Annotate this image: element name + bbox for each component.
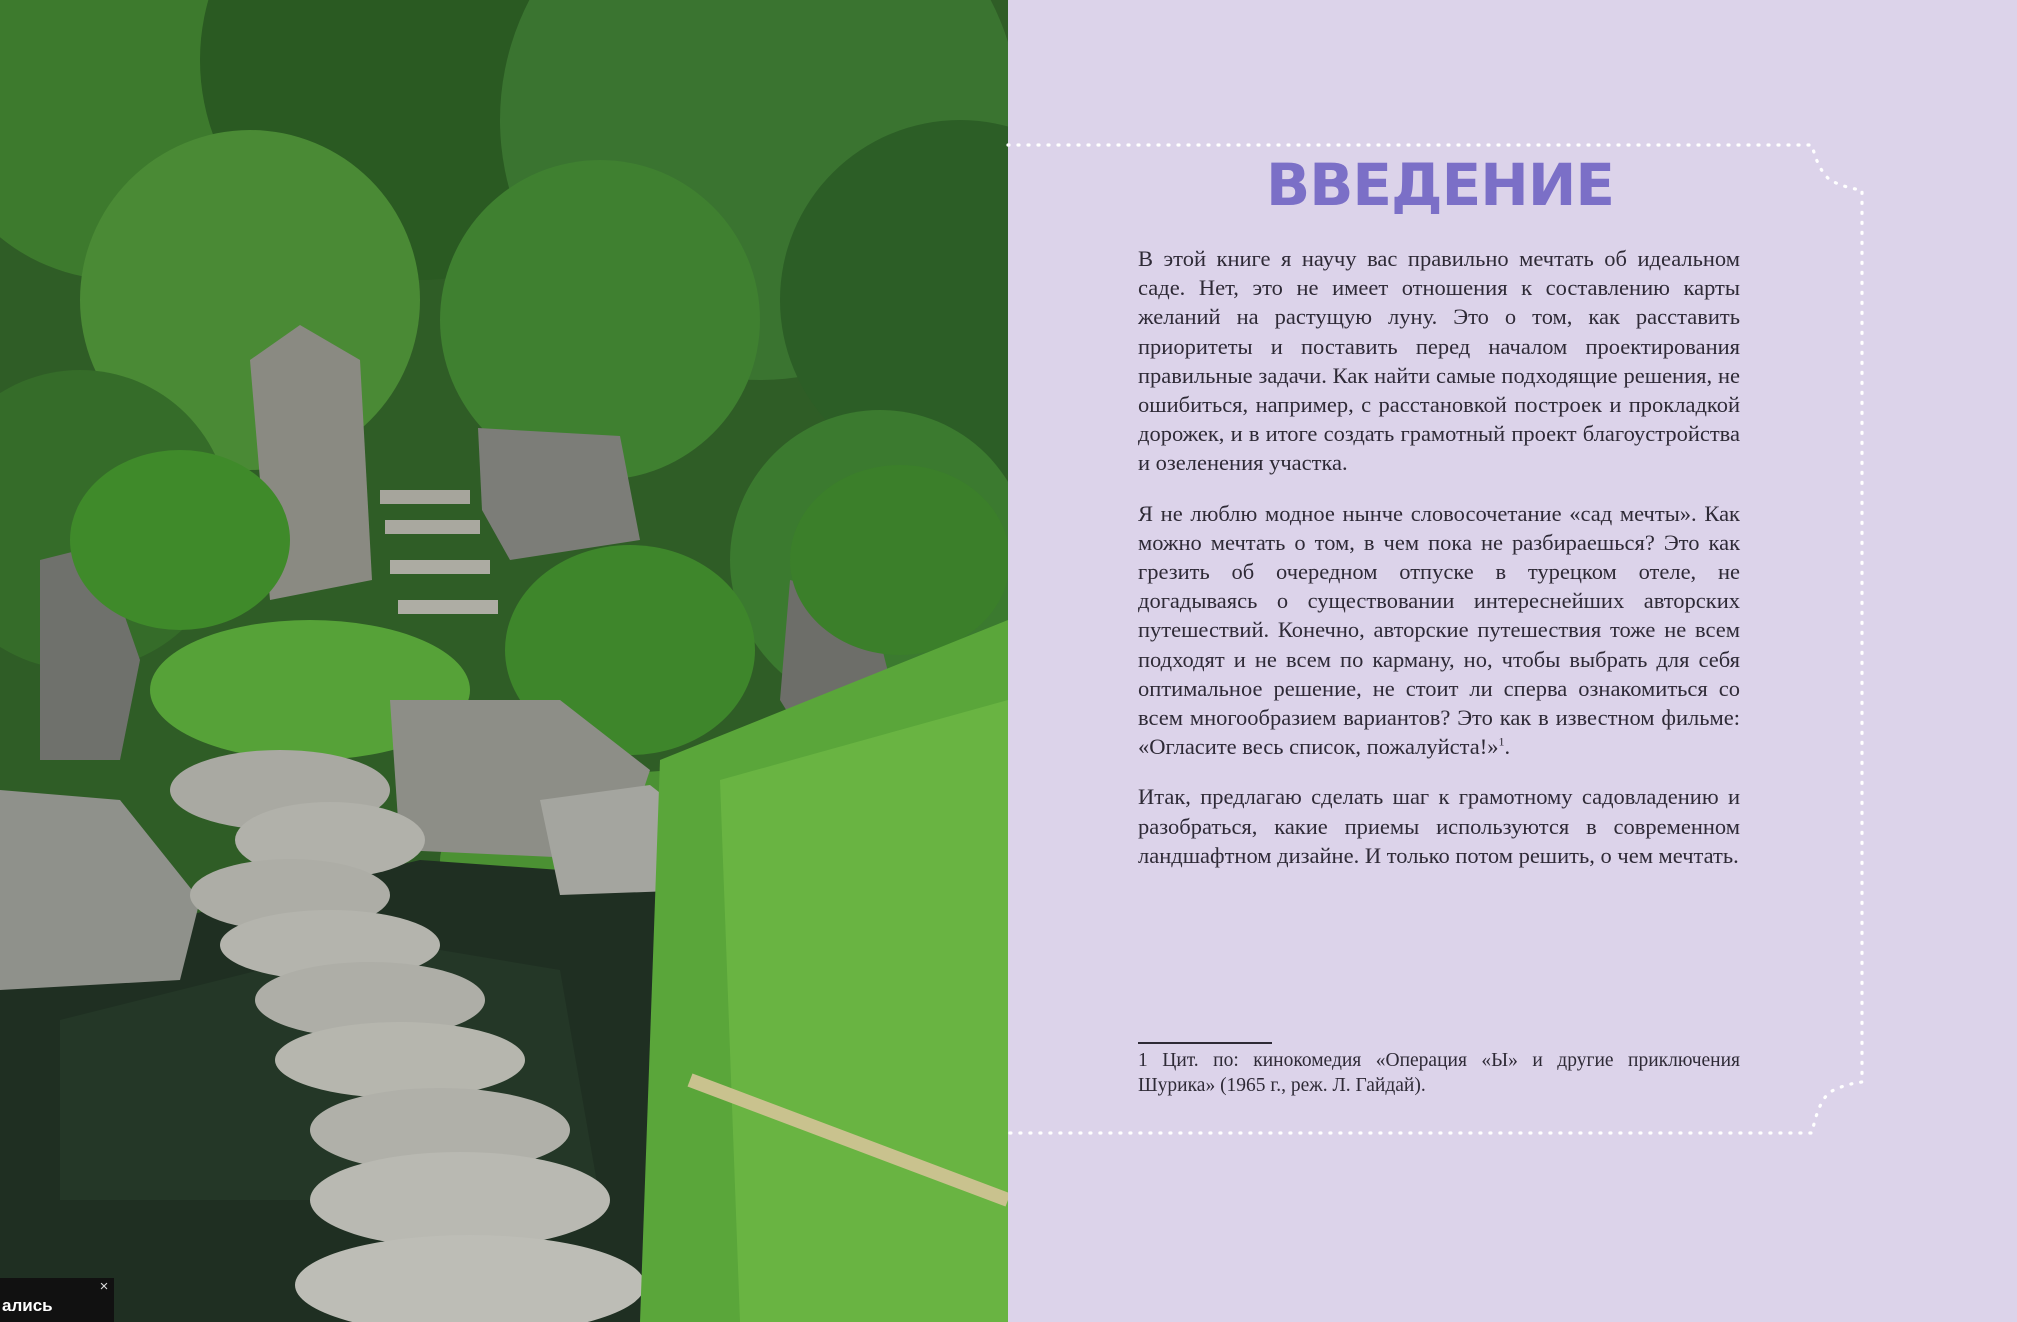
footnote-divider bbox=[1138, 1042, 1272, 1044]
paragraph-1: В этой книге я научу вас правильно мечтать об идеальном саде. Нет, это не имеет отношения к составлению карты желаний на растущую луну. Это о том, как расставить приоритеты и поставить перед началом проектирования правильные задачи. Как найти самые подходящие решения, не ошибиться, например, с расстановкой построек и прокладкой дорожек, и в итоге создать грамотный проект благоустройства и озеленения участка. bbox=[1138, 246, 1740, 476]
page-title: ВВЕДЕНИЕ bbox=[1265, 151, 1614, 219]
footnote: 1 Цит. по: кинокомедия «Операция «Ы» и другие приключения Шурика» (1965 г., реж. Л. Гайдай). bbox=[1138, 1050, 1740, 1096]
notification-toast[interactable] bbox=[0, 1278, 114, 1322]
close-icon[interactable]: × bbox=[99, 1278, 109, 1295]
paragraph-2-end: . bbox=[1504, 734, 1511, 760]
paragraph-2 bbox=[1138, 499, 1740, 762]
paragraph-3: Итак, предлагаю сделать шаг к грамотному садовладению и разобраться, какие приемы используются в современном ландшафтном дизайне. И только потом решить, о чем мечтать. bbox=[1138, 784, 1740, 868]
toast-label: ались bbox=[2, 1296, 53, 1315]
paragraph-2-text: Я не люблю модное нынче словосочетание «сад мечты». Как можно мечтать о том, в чем пока не разбираешься? Это как грезить об очередном отпуске в турецком отеле, не догадываясь о существовании интереснейших авторских путешествий. Конечно, авторские путешествия тоже не всем подходят и не всем по карману, но, чтобы выбрать для себя оптимальное решение, не стоит ли сперва ознакомиться со всем многообразием вариантов? Это как в известном фильме: «Огласите весь список, пожалуйста!» bbox=[1138, 500, 1740, 760]
body-text bbox=[1138, 244, 1740, 891]
footnote-marker: 1 bbox=[1498, 734, 1505, 749]
